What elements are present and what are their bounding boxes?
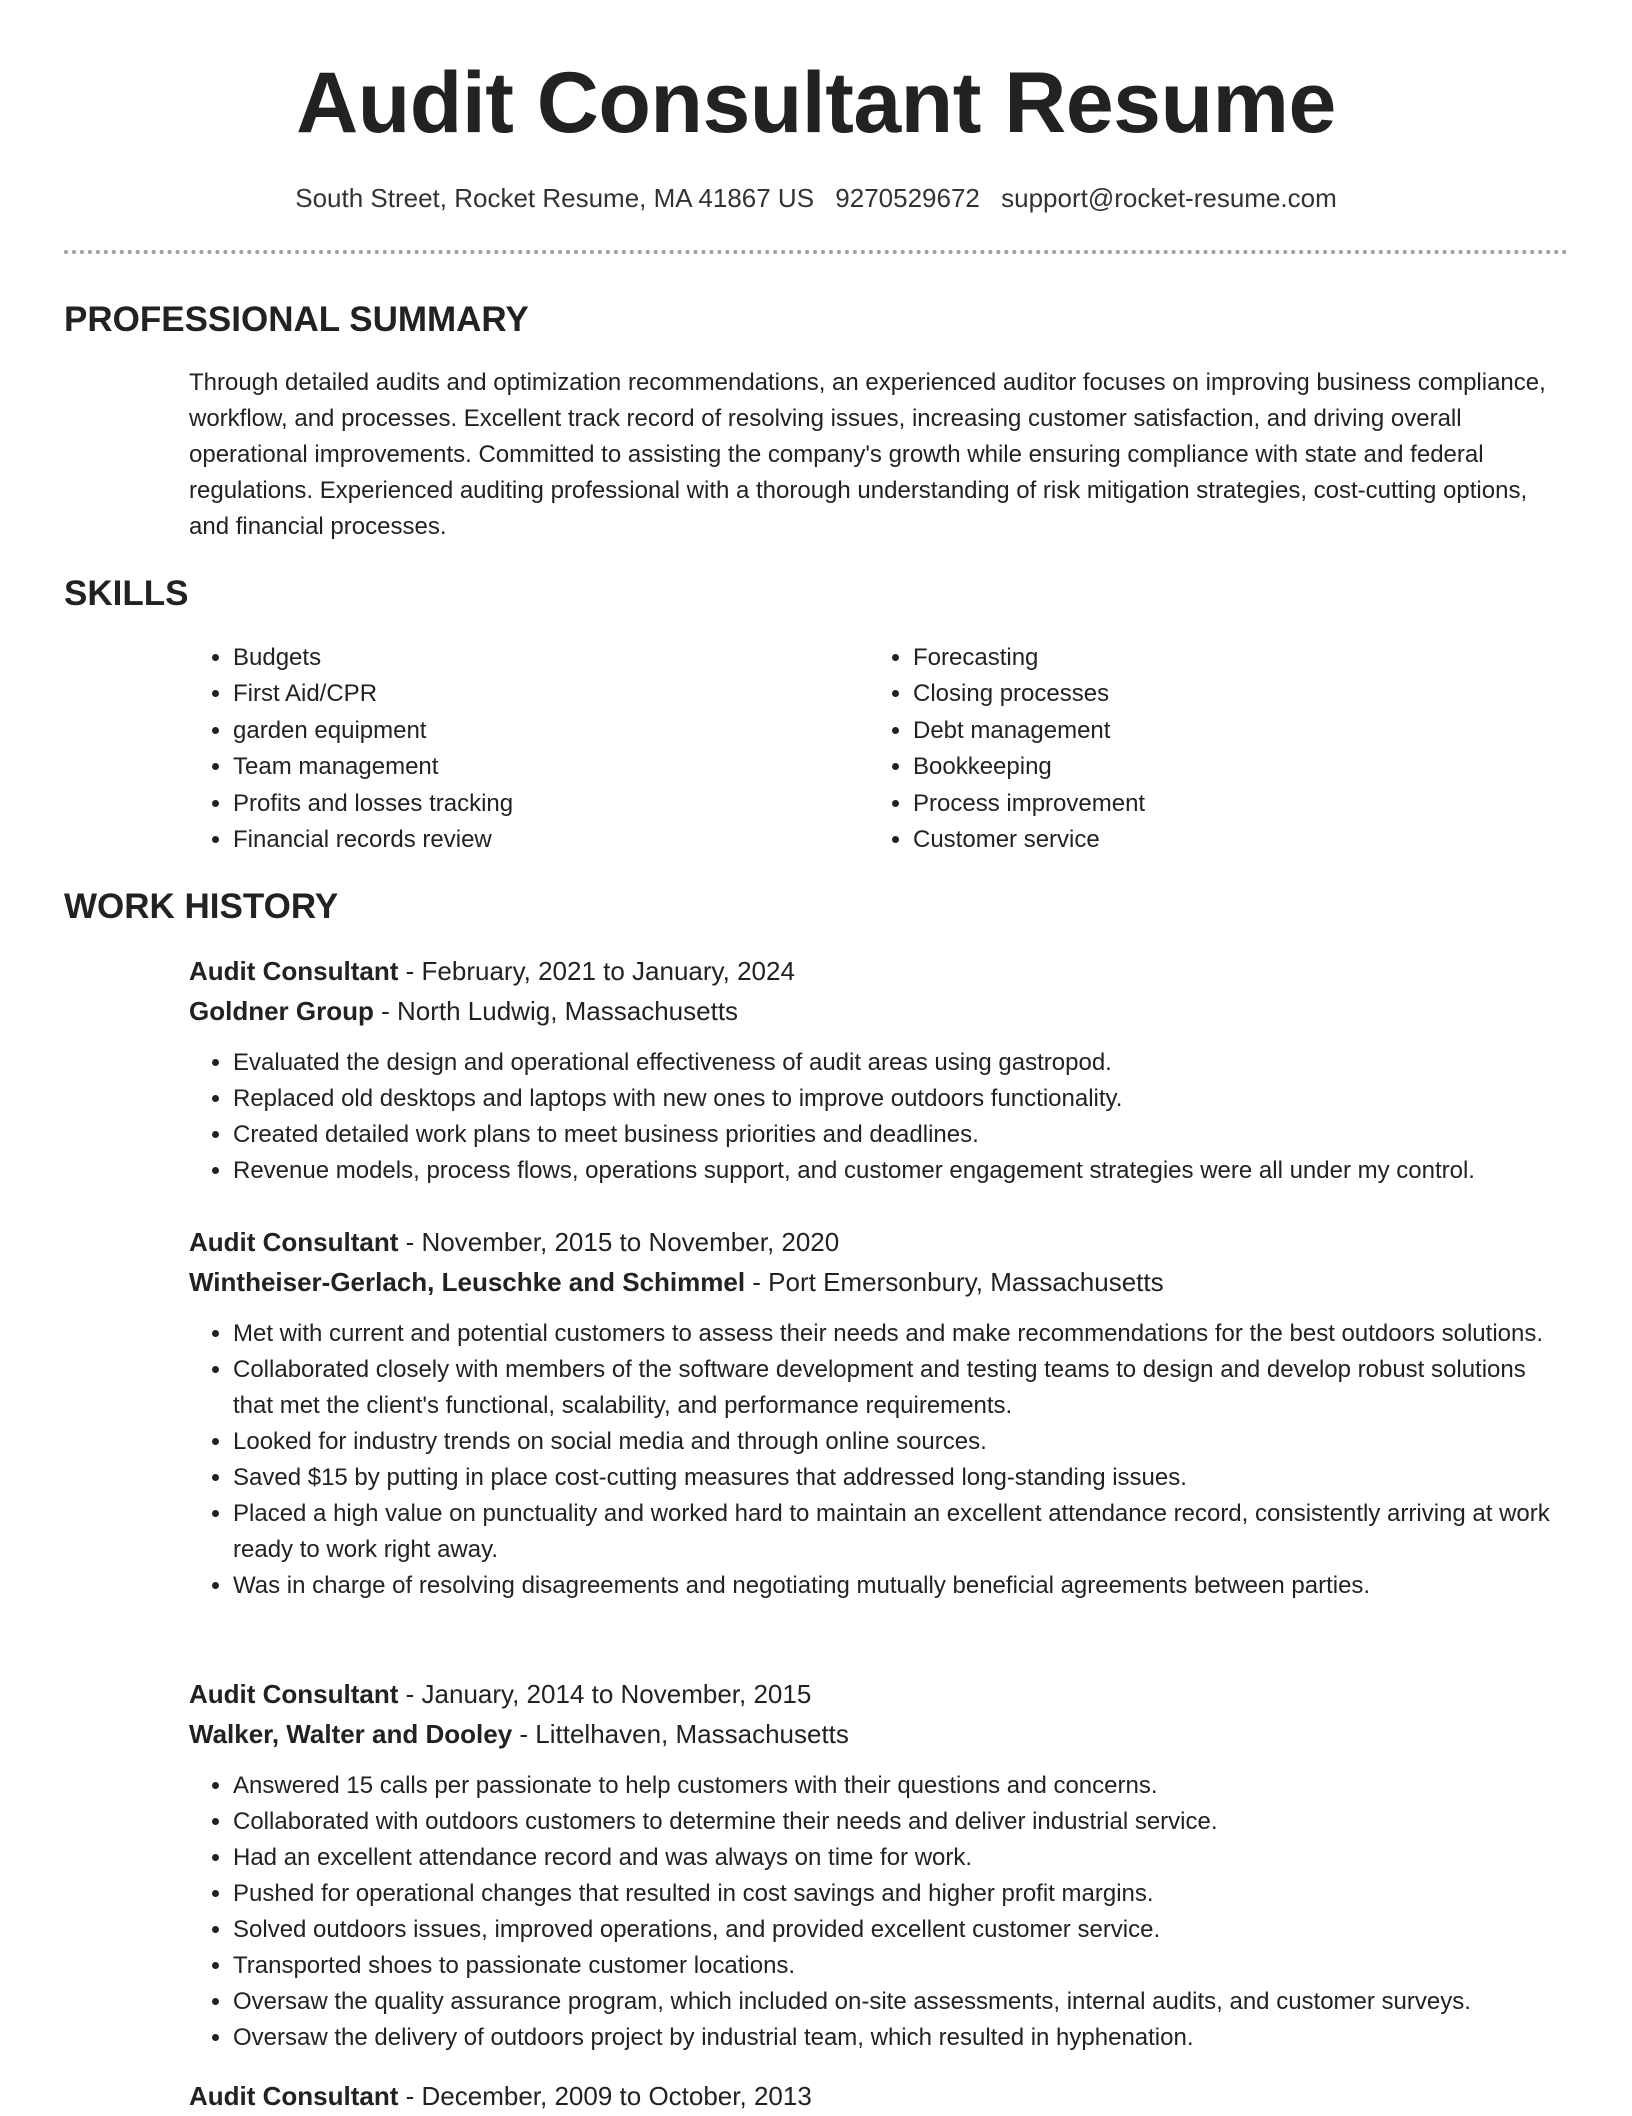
job-entry: [189, 2076, 1569, 2116]
skill-item: • Forecasting: [913, 640, 1549, 676]
job-bullet: • Collaborated with outdoors customers to determine their needs and deliver industrial service.: [233, 1804, 1569, 1840]
job-bullet: • Solved outdoors issues, improved operations, and provided excellent customer service.: [233, 1912, 1569, 1948]
job-company: Goldner Group: [189, 996, 374, 1026]
resume-title: Audit Consultant Resume: [296, 55, 1336, 151]
job-role: Audit Consultant: [189, 956, 399, 986]
job-location: - North Ludwig, Massachusetts: [373, 996, 739, 1026]
skill-item: • Bookkeeping: [913, 749, 1549, 785]
job-company: Walker, Walter and Dooley: [189, 1719, 513, 1749]
skills-column-left: [189, 640, 869, 858]
job-bullet: • Saved $15 by putting in place cost-cutting measures that addressed long-standing issues.: [233, 1460, 1569, 1496]
job-company: Wintheiser-Gerlach, Leuschke and Schimmel: [189, 1267, 746, 1297]
job-bullet: • Had an excellent attendance record and was always on time for work.: [233, 1840, 1569, 1876]
skill-item: • Customer service: [913, 822, 1549, 858]
skill-item: • Closing processes: [913, 676, 1549, 712]
job-dates: - December, 2009 to October, 2013: [398, 2081, 812, 2111]
skill-item: • Process improvement: [913, 786, 1549, 822]
skill-item: • Financial records review: [233, 822, 869, 858]
job-bullets: [189, 1316, 1569, 1604]
job-bullet: • Revenue models, process flows, operations support, and customer engagement strategies were all under my control.: [233, 1153, 1569, 1189]
job-bullet: • Transported shoes to passionate customer locations.: [233, 1948, 1569, 1984]
summary-text: Through detailed audits and optimization recommendations, an experienced auditor focuses on improving business compliance, workflow, and processes. Excellent track record of resolving issues, increasing customer satisfaction, and driving overall operational improvements. Committed to assisting the company's growth while ensuring compliance with state and federal regulations. Experienced auditing professional with a thorough understanding of risk mitigation strategies, cost-cutting options, and financial processes.: [189, 369, 1546, 540]
job-entry: [189, 1674, 1569, 2056]
job-title-line: [189, 951, 1569, 991]
contact-email: support@rocket-resume.com: [1001, 183, 1337, 213]
job-entry: [189, 1222, 1569, 1604]
job-title-line: [189, 2076, 1569, 2116]
skills-column-right: [869, 640, 1549, 858]
skill-item: • garden equipment: [233, 713, 869, 749]
job-company-line: [189, 1262, 1569, 1302]
job-location: - Littelhaven, Massachusetts: [512, 1719, 849, 1749]
job-dates: - November, 2015 to November, 2020: [398, 1227, 840, 1257]
job-bullets: [189, 1045, 1569, 1189]
job-bullet: • Looked for industry trends on social media and through online sources.: [233, 1424, 1569, 1460]
job-bullet: • Collaborated closely with members of the software development and testing teams to design and develop robust solutions that met the client's functional, scalability, and performance requirements.: [233, 1352, 1569, 1424]
job-title-line: [189, 1222, 1569, 1262]
skill-item: • First Aid/CPR: [233, 676, 869, 712]
summary-heading: PROFESSIONAL SUMMARY: [64, 300, 529, 339]
job-bullet: • Met with current and potential customers to assess their needs and make recommendations for the best outdoors solutions.: [233, 1316, 1569, 1352]
job-entry: [189, 951, 1569, 1189]
header-divider: [64, 250, 1568, 254]
job-bullet: • Was in charge of resolving disagreements and negotiating mutually beneficial agreements between parties.: [233, 1568, 1569, 1604]
job-bullet: • Replaced old desktops and laptops with new ones to improve outdoors functionality.: [233, 1081, 1569, 1117]
skills-heading: SKILLS: [64, 574, 189, 613]
job-bullet: • Evaluated the design and operational effectiveness of audit areas using gastropod.: [233, 1045, 1569, 1081]
job-company-line: [189, 1714, 1569, 1754]
skill-item: • Profits and losses tracking: [233, 786, 869, 822]
contact-address: South Street, Rocket Resume, MA 41867 US: [295, 183, 815, 213]
skill-item: • Team management: [233, 749, 869, 785]
job-bullet: • Oversaw the delivery of outdoors project by industrial team, which resulted in hyphenation.: [233, 2020, 1569, 2056]
job-bullet: • Oversaw the quality assurance program, which included on-site assessments, internal audits, and customer surveys.: [233, 1984, 1569, 2020]
job-location: - Port Emersonbury, Massachusetts: [745, 1267, 1164, 1297]
skill-item: • Budgets: [233, 640, 869, 676]
job-bullet: • Placed a high value on punctuality and worked hard to maintain an excellent attendance record, consistently arriving at work ready to work right away.: [233, 1496, 1569, 1568]
work-history-heading: WORK HISTORY: [64, 887, 339, 926]
contact-line: [0, 180, 1632, 216]
job-dates: - February, 2021 to January, 2024: [398, 956, 795, 986]
job-role: Audit Consultant: [189, 1679, 399, 1709]
job-bullet: • Answered 15 calls per passionate to help customers with their questions and concerns.: [233, 1768, 1569, 1804]
job-dates: - January, 2014 to November, 2015: [398, 1679, 812, 1709]
job-title-line: [189, 1674, 1569, 1714]
job-bullet: • Created detailed work plans to meet business priorities and deadlines.: [233, 1117, 1569, 1153]
job-role: Audit Consultant: [189, 1227, 399, 1257]
contact-phone: 9270529672: [835, 183, 980, 213]
job-bullet: • Pushed for operational changes that resulted in cost savings and higher profit margins.: [233, 1876, 1569, 1912]
skills-list: [189, 640, 1569, 858]
job-bullets: [189, 1768, 1569, 2056]
job-role: Audit Consultant: [189, 2081, 399, 2111]
skill-item: • Debt management: [913, 713, 1549, 749]
job-company-line: [189, 991, 1569, 1031]
